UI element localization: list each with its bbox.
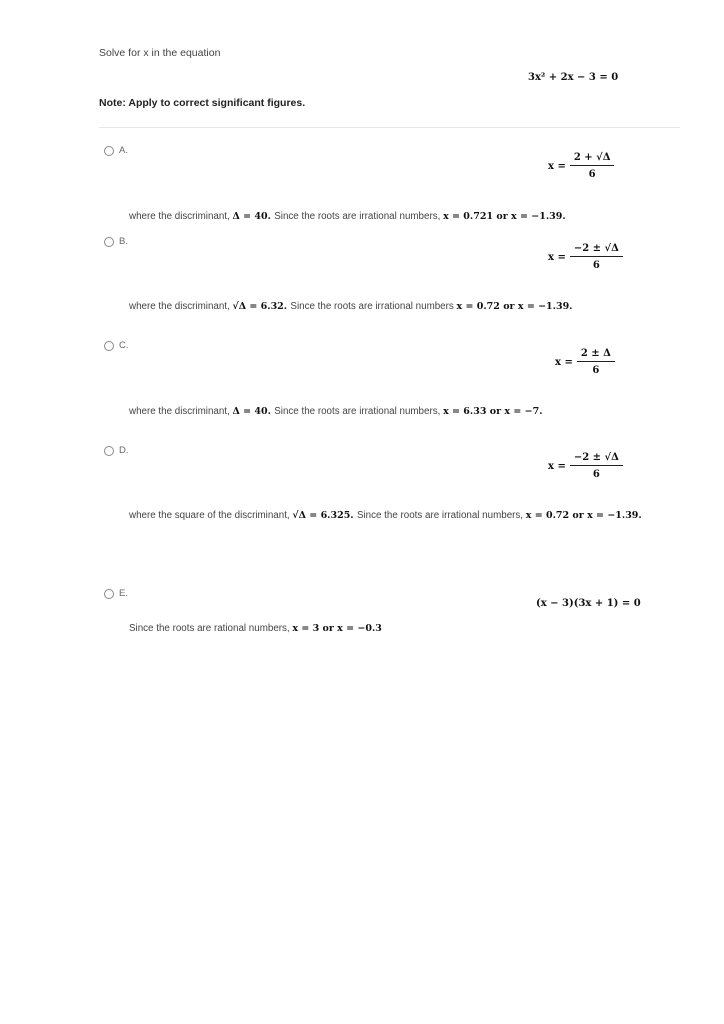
option-c-expl-math2: x = 6.33 or x = −7. [443,406,543,417]
option-d-expl-math2: x = 0.72 or x = −1.39. [525,510,642,521]
option-a-expl-text: where the discriminant, [129,211,233,222]
option-a-numerator: 2 + √Δ [573,152,611,163]
option-c-formula [555,348,613,376]
option-b[interactable] [104,236,128,247]
option-c-numerator: 2 ± Δ [580,348,611,359]
option-a-denominator: 6 [570,165,615,180]
option-e-expl-text: Since the roots are rational numbers, [129,623,293,634]
option-c-explanation [129,406,543,417]
option-d-formula [548,452,621,480]
option-b-expl-math2: x = 0.72 or x = −1.39. [456,301,573,312]
option-a-expl-math2: x = 0.721 or x = −1.39. [443,211,566,222]
option-c-denominator: 6 [577,361,615,376]
option-d[interactable] [104,445,129,456]
option-b-denominator: 6 [570,256,623,271]
option-e-equation: (x − 3)(3x + 1) = 0 [536,598,641,609]
option-d-radio[interactable] [104,446,114,456]
option-d-denominator: 6 [570,465,623,480]
option-e[interactable] [104,588,128,599]
option-d-label: D. [119,445,129,456]
option-a-radio[interactable] [104,146,114,156]
option-d-lhs: x = [548,460,566,472]
option-b-expl-text2: Since the roots are irrational numbers [290,301,457,312]
option-b-lhs: x = [548,251,566,263]
option-c-expl-math: Δ = 40. [232,406,275,417]
option-b-expl-text: where the discriminant, [129,301,233,312]
option-c[interactable] [104,340,129,351]
question-note: Note: Apply to correct significant figures. [99,97,306,109]
option-a-lhs: x = [548,160,566,172]
option-b-formula [548,243,621,271]
question-prompt: Solve for x in the equation [99,47,221,59]
question-equation: 3x² + 2x − 3 = 0 [528,72,619,83]
option-b-radio[interactable] [104,237,114,247]
option-a-explanation [129,211,566,222]
option-c-label: C. [119,340,129,351]
option-e-label: E. [119,588,128,599]
option-a-formula [548,152,612,180]
option-a-expl-math: Δ = 40. [232,211,275,222]
option-c-radio[interactable] [104,341,114,351]
option-e-radio[interactable] [104,589,114,599]
option-e-explanation [129,623,382,634]
option-b-numerator: −2 ± √Δ [573,243,619,254]
option-d-expl-text: where the square of the discriminant, [129,510,293,521]
option-b-expl-math: √Δ = 6.32. [232,301,291,312]
option-d-explanation [129,510,642,521]
option-a-label: A. [119,145,128,156]
option-b-label: B. [119,236,128,247]
option-d-expl-math: √Δ = 6.325. [292,510,357,521]
option-a-expl-text2: Since the roots are irrational numbers, [274,211,444,222]
option-c-expl-text: where the discriminant, [129,406,233,417]
option-a[interactable] [104,145,128,156]
option-e-expl-math: x = 3 or x = −0.3 [292,623,382,634]
option-b-explanation [129,301,573,312]
option-c-lhs: x = [555,356,573,368]
option-d-numerator: −2 ± √Δ [573,452,619,463]
divider [99,127,680,128]
option-c-expl-text2: Since the roots are irrational numbers, [274,406,444,417]
option-d-expl-text2: Since the roots are irrational numbers, [356,510,526,521]
